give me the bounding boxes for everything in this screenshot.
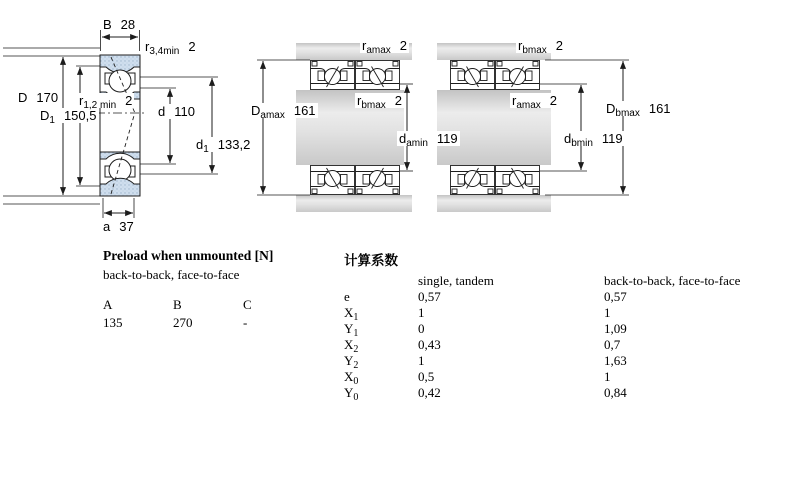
dim-label-Damax: $D_{amax}$ 161: [251, 103, 316, 121]
abutment-lines: [3, 48, 100, 204]
bearing-body: [96, 55, 144, 196]
factor-value-paired: 0,7: [604, 337, 621, 352]
bearing-cross-section-drawing: [3, 30, 218, 218]
factor-value-paired: 0,84: [604, 385, 627, 400]
preload-value: -: [243, 315, 248, 330]
extension-lines: [76, 30, 218, 218]
dim-label-D1: $D_1$ 150,5: [40, 108, 97, 126]
factor-value-single: 0,57: [418, 289, 441, 304]
preload-col-header: C: [243, 297, 252, 312]
factors-spacer: [344, 273, 418, 289]
dim-label-D: D 170: [18, 90, 59, 105]
dim-label-ramax-1: $r_{amax}$ 2: [362, 38, 408, 56]
factor-row-label: $X_1$: [344, 305, 359, 323]
bearing-pair-top: [311, 61, 400, 90]
factor-value-single: 1: [418, 305, 425, 320]
preload-table: [103, 248, 303, 331]
factor-value-paired: 0,57: [604, 289, 627, 304]
calculation-factors-table: [344, 249, 740, 401]
extension-lines: [540, 60, 629, 195]
preload-col-header: B: [173, 297, 182, 312]
arrangement-face-to-face: [437, 43, 629, 212]
factors-title: 计算系数: [344, 253, 398, 268]
factor-row-label: $Y_1$: [344, 321, 359, 339]
factor-value-paired: 1: [604, 305, 611, 320]
dim-label-ramax-2: $r_{amax}$ 2: [512, 93, 558, 111]
arrangement-back-to-back: [257, 43, 413, 212]
preload-value: 135: [103, 315, 123, 330]
preload-value: 270: [173, 315, 193, 330]
factor-value-paired: 1,09: [604, 321, 627, 336]
factor-row-label: $Y_0$: [344, 385, 359, 403]
factor-value-single: 0,42: [418, 385, 441, 400]
dim-label-rbmax-1: $r_{bmax}$ 2: [357, 93, 403, 111]
dim-label-a: a 37: [103, 219, 134, 234]
dim-label-B: B 28: [103, 17, 136, 32]
dim-label-rbmax-2: $r_{bmax}$ 2: [518, 38, 564, 56]
bearing-pair-bottom: [311, 166, 400, 195]
factor-value-single: 0,43: [418, 337, 441, 352]
factors-header-paired: back-to-back, face-to-face: [604, 273, 741, 288]
preload-col-header: A: [103, 297, 113, 312]
dimension-lines: [581, 61, 623, 194]
factors-header-single: single, tandem: [418, 273, 494, 288]
dim-label-damin: $d_{amin}$ 119: [399, 131, 458, 149]
factor-row-label: $X_0$: [344, 369, 359, 387]
dim-label-dbmin: $d_{bmin}$ 119: [564, 131, 623, 149]
preload-title: Preload when unmounted [N]: [103, 248, 274, 263]
preload-subtitle: back-to-back, face-to-face: [103, 267, 240, 282]
dim-label-r34min: $r_{3,4min}$ 2: [145, 39, 196, 57]
factor-value-paired: 1: [604, 369, 611, 384]
factor-row-label: $Y_2$: [344, 353, 359, 371]
ball-top: [109, 70, 131, 92]
dim-label-d: d 110: [158, 104, 195, 119]
bearing-pair-bottom: [451, 166, 540, 195]
factor-row-label: e: [344, 289, 350, 304]
factor-value-single: 0: [418, 321, 425, 336]
bearing-pair-top: [451, 61, 540, 90]
dim-label-r12min: $r_{1,2 min}$ 2: [79, 93, 133, 111]
factor-value-single: 0,5: [418, 369, 435, 384]
factor-value-paired: 1,63: [604, 353, 627, 368]
ball-bottom: [109, 159, 131, 181]
dim-label-Dbmax: $D_{bmax}$ 161: [606, 101, 671, 119]
factor-value-single: 1: [418, 353, 425, 368]
dim-label-d1: $d_1$ 133,2: [196, 137, 251, 155]
factor-row-label: $X_2$: [344, 337, 359, 355]
